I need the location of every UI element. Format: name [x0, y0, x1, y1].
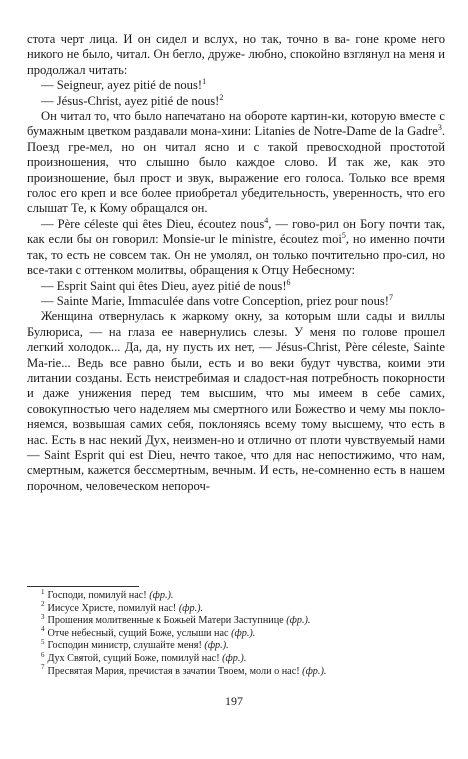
- quote-line: — Seigneur, ayez pitié de nous!$^1$: [41, 77, 207, 93]
- main-text: [27, 32, 445, 494]
- footnote: $^1$ Господи, помилуй нас! (фр.).: [41, 587, 174, 601]
- footnote-number: 3: [41, 612, 45, 621]
- footnote-number: 1: [41, 587, 45, 596]
- quote-line: — Sainte Marie, Immaculée dans votre Conception, priez pour nous!$^7$: [41, 292, 393, 308]
- footnote-ref: 5: [341, 231, 346, 241]
- footnote-ref: 4: [264, 215, 269, 225]
- paragraph: Он читал то, что было напечатано на обороте картин-ки, которую вместе с бумажным цветком раздавали мона-хини: Litanies de Notre-Dame de la Gadre$^3$. Поезд гре-мел, но он читал ясно и с такой превосходной простотой произношения, что слышно было каждое слово. И так же, как это произношение, был прост и звук, выражение его голоса. Только все время голос его креп и все более приобретал убедительность, уверенность, что его слышат Те, к Кому обращался он.: [27, 109, 445, 216]
- footnote-number: 7: [41, 663, 45, 672]
- footnote-number: 4: [41, 625, 45, 634]
- footnote: $^5$ Господин министр, слушайте меня! (фр.).: [41, 637, 229, 652]
- footnote-divider: [27, 586, 139, 587]
- footnote: $^3$ Прошения молитвенные к Божьей Матери Заступнице (фр.).: [41, 612, 311, 627]
- footnote-ref: 7: [388, 292, 393, 302]
- page-number: 197: [225, 694, 243, 708]
- footnote-ref: 2: [219, 92, 224, 102]
- footnotes: [27, 587, 445, 678]
- footnote-ref: 6: [286, 277, 291, 287]
- footnote-number: 6: [41, 650, 45, 659]
- footnote-ref: 1: [202, 77, 207, 87]
- footnote: $^6$ Дух Святой, сущий Боже, помилуй нас! (фр.).: [41, 650, 247, 664]
- footnote: $^4$ Отче небесный, сущий Боже, услыши нас (фр.).: [41, 625, 256, 639]
- paragraph: Женщина отвернулась к жаркому окну, за которым шли сады и виллы Булюриса, — на глаза ее навернулись слезы. У меня по голове прошел легкий холодок... Да, да, ну пусть их нет, — Jésus-Christ, Père céleste, Sainte Ma-rie... Ведь все равно были, есть и во веки будут чувства, коими эти литании созданы. Есть неистребимая и сладост-ная потребность покорности и даже унижения перед тем высшим, что мы имеем в себе самих, совокупностью чего наделяем мы смертного или Божество и чему мы покло-няемся, возвышая самих себя, поклоняясь всему тому высшему, что есть в нас. Есть в нас некий Дух, неизмен-но и отлично от плоти чувствуемый нами — Saint Esprit qui est Dieu, нечто такое, что для нас непостижимо, что нам, смертным, кажется бессмертным, вечным. И есть, не-сомненно есть в нашем порочном, человеческом непороч-: [27, 309, 445, 493]
- footnote: $^2$ Иисусе Христе, помилуй нас! (фр.).: [41, 600, 204, 614]
- footnote-number: 5: [41, 637, 45, 646]
- quote-line: — Esprit Saint qui êtes Dieu, ayez pitié de nous!$^6$: [41, 277, 291, 293]
- quote-line: — Jésus-Christ, ayez pitié de nous!$^2$: [41, 92, 224, 108]
- footnote-number: 2: [41, 600, 45, 609]
- footnote-ref: 3: [437, 123, 442, 133]
- footnote: $^7$ Пресвятая Мария, пречистая в зачатии Твоем, моли о нас! (фр.).: [41, 663, 327, 677]
- paragraph-continuation: стота черт лица. И он сидел и вслух, но так, точно в ва- гоне кроме него никого не было, читал. Он бегло, друже- любно, спокойно взглянул на меня и продолжал читать:: [27, 32, 445, 77]
- paragraph: — Père céleste qui êtes Dieu, écoutez nous$^4$, — гово-рил он Богу почти так, как если бы он говорил: Monsie-ur le ministre, écoutez moi$^5$, но именно почти так, то есть не совсем так. Он не умолял, он только почтительно про-сил, но все-таки с оттенком молитвы, обращения к Отцу Небесному:: [27, 215, 445, 278]
